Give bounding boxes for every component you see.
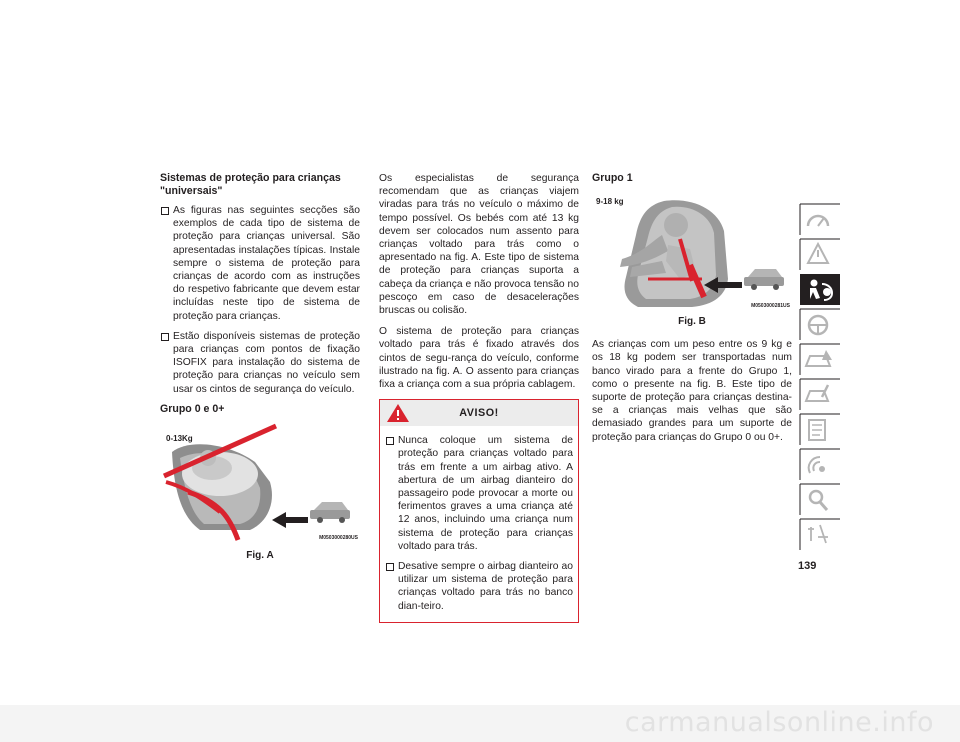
warning-lights-icon[interactable]	[796, 237, 840, 272]
intro-bullet-list	[160, 204, 360, 396]
group0-heading: Grupo 0 e 0+	[160, 402, 225, 415]
car-emergency-icon[interactable]	[796, 342, 840, 377]
warning-title: AVISO!	[459, 407, 499, 420]
language-icon[interactable]	[796, 517, 840, 552]
forward-facing-seat-illustration	[592, 195, 792, 313]
figure-a-caption: Fig. A	[246, 549, 274, 561]
paragraph: O sistema de proteção para crianças voltado para trás é fixado através dos cintos de segu-rança do veículo, conforme ilustrado na fig. A. O assento para crianças fixa a criança com a sua própria cablagem.	[379, 326, 579, 391]
column-right	[592, 172, 792, 452]
group1-heading: Grupo 1	[592, 172, 633, 184]
figure-b-caption: Fig. B	[678, 316, 706, 327]
warning-list	[385, 434, 573, 613]
intro-bullet: As figuras nas seguintes secções são exemplos de cada tipo de sistema de proteção para crianças universal. São apresentadas instalações típicas. Instale sempre o sistema de proteção para crianças de acordo com as instruções do respetivo fabricante que devem estar incluídas neste tipo de sistema de proteção para crianças.	[160, 204, 360, 323]
airbag-safety-icon[interactable]	[796, 272, 840, 307]
warning-box	[379, 399, 579, 623]
intro-bullet: Estão disponíveis sistemas de proteção para crianças com pontos de fixação ISOFIX para instalação do sistema de proteção para crianças no veículo sem usar os cintos de segurança do veículo.	[160, 330, 360, 396]
dashboard-icon[interactable]	[796, 202, 840, 237]
paragraph: Os especialistas de segurança recomendam que as crianças viajem viradas para trás no veículo o máximo de tempo possível. Os bebés com até 13 kg devem ser colocados num assento para crianças voltado para trás como o apresentado na fig. A. Este tipo de sistema de proteção para crianças suporta a cabeça da criança e não provoca tensão no pescoço em caso de desacelerações bruscas ou colisão.	[379, 173, 579, 317]
service-maintenance-icon[interactable]	[796, 377, 840, 412]
warning-triangle-icon	[386, 403, 410, 423]
group1-paragraph: As crianças com um peso entre os 9 kg e os 18 kg podem ser transportadas num banco virado para a frente do Grupo 1, como o presente na fig. B. Este tipo de suporte de proteção para crianças destina-se a crianças mais velhas que são demasiado grandes para um suporte de proteção para crianças do Grupo 0 ou 0+.	[592, 339, 792, 443]
watermark-band	[0, 705, 960, 742]
figure-b-code: M0503000281US	[751, 302, 790, 309]
page-number: 139	[798, 560, 817, 572]
figure-a	[160, 422, 360, 547]
steering-wheel-icon[interactable]	[796, 307, 840, 342]
figure-b	[592, 195, 792, 313]
figure-a-code: M0503000280US	[319, 534, 358, 541]
specifications-icon[interactable]	[796, 412, 840, 447]
figure-a-weight-label: 0-13Kg	[166, 433, 193, 443]
column-middle	[379, 172, 579, 623]
watermark-text: carmanualsonline.info	[624, 707, 934, 738]
section-title: Sistemas de proteção para crianças "universais"	[160, 172, 341, 197]
multimedia-icon[interactable]	[796, 447, 840, 482]
warning-item: Nunca coloque um sistema de proteção para crianças voltado para trás em frente a um airbag ativo. A abertura de um airbag dianteiro do passageiro pode provocar a morte ou ferimentos graves a uma criança até 12 anos, incluindo uma criança num sistema de proteção para crianças voltado para trás.	[385, 434, 573, 553]
figure-b-weight-label: 9-18 kg	[596, 197, 624, 206]
warning-item: Desative sempre o airbag dianteiro ao utilizar um sistema de proteção para crianças voltado para trás no banco dian-teiro.	[385, 560, 573, 613]
column-left	[160, 172, 360, 562]
warning-header	[380, 400, 578, 426]
index-search-icon[interactable]	[796, 482, 840, 517]
